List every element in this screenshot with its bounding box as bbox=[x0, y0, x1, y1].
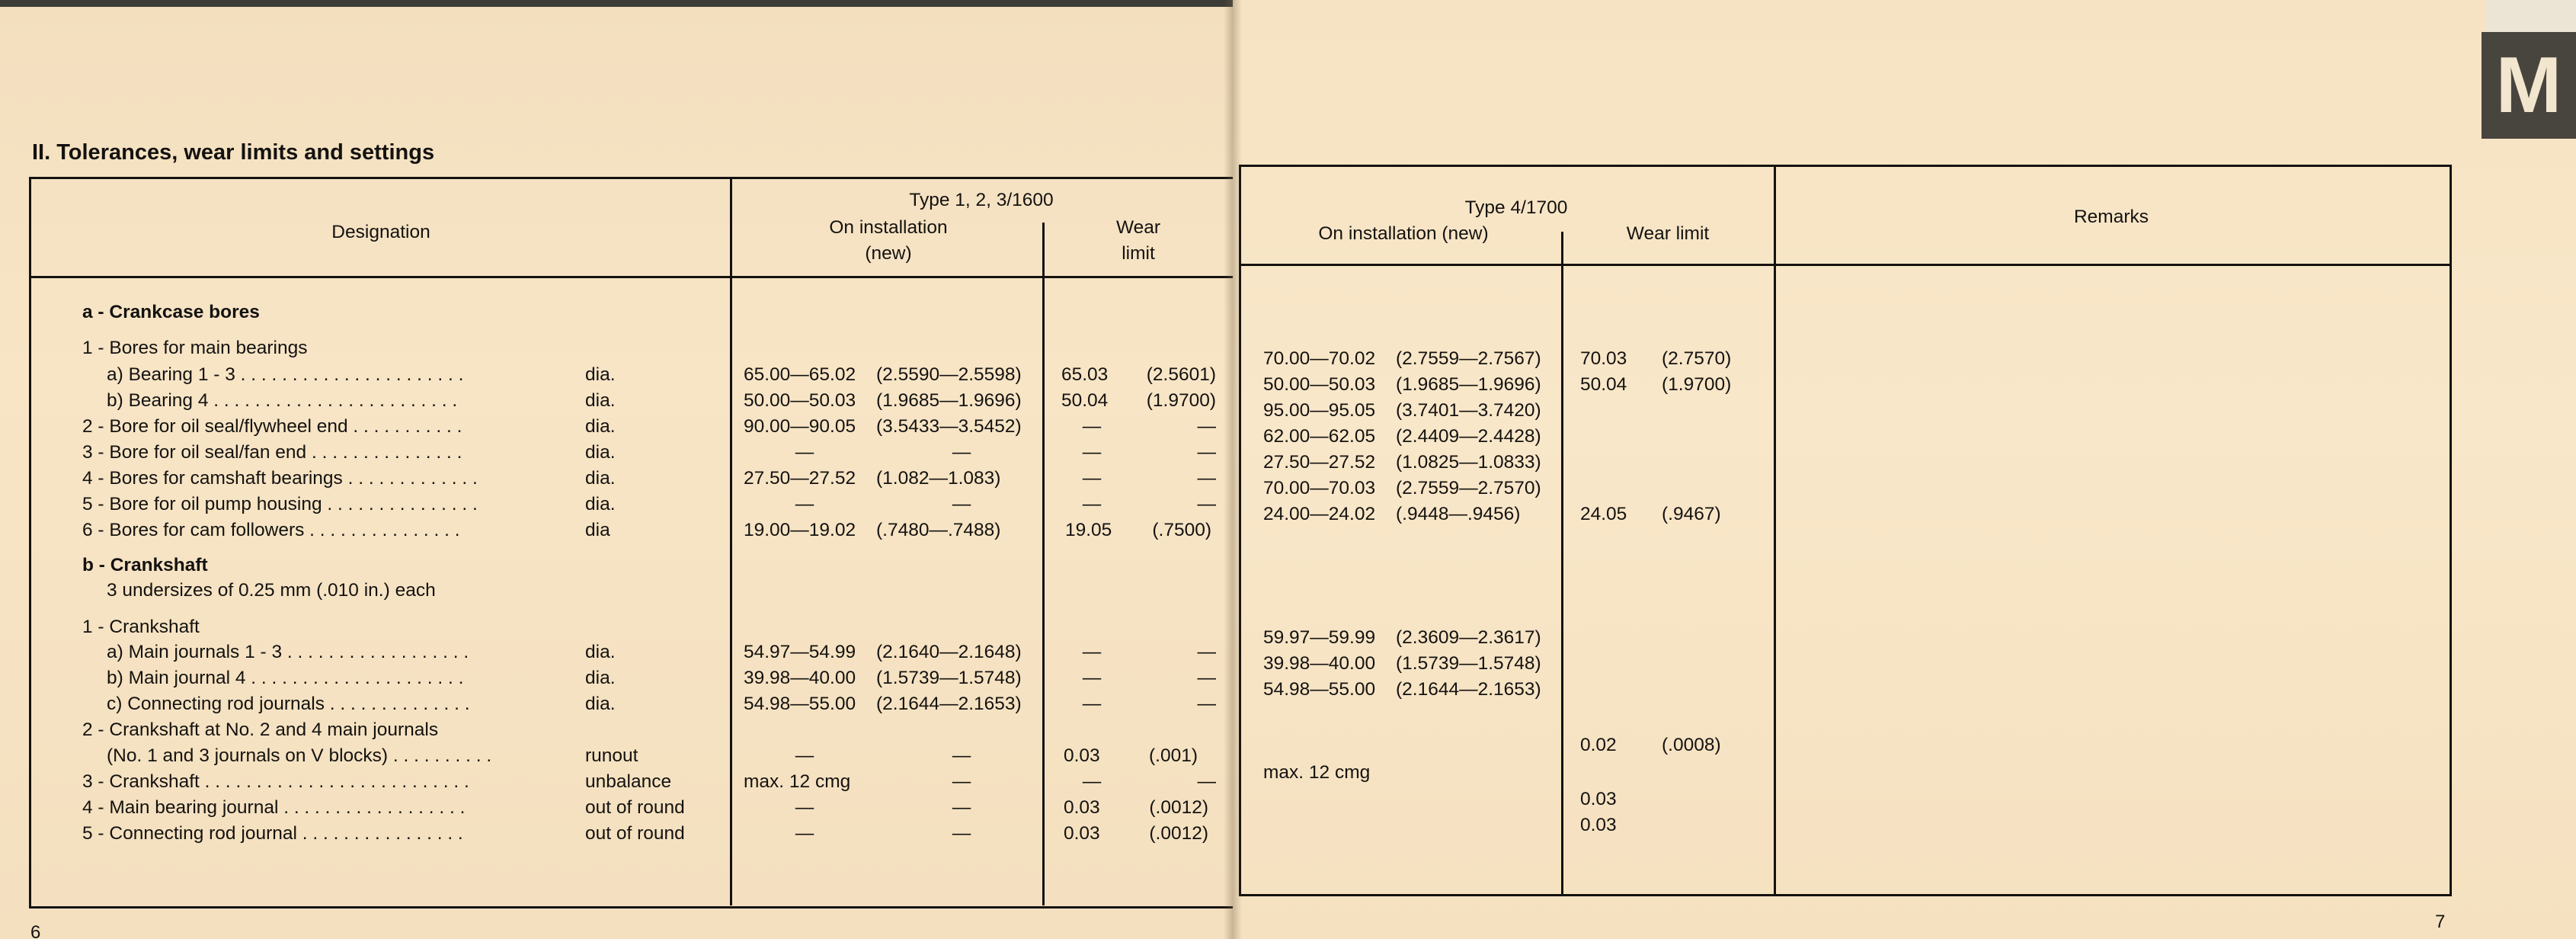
row-t1: — bbox=[795, 494, 814, 514]
row-label: 4 - Main bearing journal . . . . . . . . . . . . . . . . . . bbox=[82, 797, 466, 818]
row-t1-inch: (1.082—1.083) bbox=[876, 468, 1001, 489]
row-label: 3 undersizes of 0.25 mm (.010 in.) each bbox=[107, 580, 436, 601]
right-header-rule bbox=[1239, 264, 2452, 266]
row-t1-inch: — bbox=[952, 494, 971, 514]
row-w1-inch: (.0012) bbox=[1149, 797, 1208, 818]
row-t1: 50.00—50.03 bbox=[744, 390, 856, 411]
right-col-divider-2 bbox=[1774, 165, 1776, 894]
row-unit: unbalance bbox=[585, 771, 672, 792]
page-number-left: 6 bbox=[30, 922, 41, 939]
row-label: 1 - Bores for main bearings bbox=[82, 338, 308, 358]
row-t4: 24.00—24.02 bbox=[1263, 504, 1376, 524]
row-t1: 19.00—19.02 bbox=[744, 520, 856, 540]
row-w1: 0.03 bbox=[1064, 745, 1100, 766]
row-t1-inch: — bbox=[952, 442, 971, 463]
header-on-installation-new: On installation (new) bbox=[1318, 223, 1489, 244]
row-w1-inch: (.7500) bbox=[1152, 520, 1211, 540]
row-unit: dia. bbox=[585, 494, 616, 514]
row-t1: 54.98—55.00 bbox=[744, 694, 856, 714]
row-t4: 62.00—62.05 bbox=[1263, 426, 1376, 447]
row-w4-inch: (1.9700) bbox=[1662, 374, 1732, 395]
row-w4: 70.03 bbox=[1580, 348, 1627, 369]
row-w1: — bbox=[1082, 694, 1102, 714]
row-unit: dia. bbox=[585, 694, 616, 714]
row-w1-inch: — bbox=[1197, 668, 1216, 688]
right-page bbox=[1233, 0, 2576, 939]
row-t4-inch: (2.3609—2.3617) bbox=[1396, 627, 1541, 648]
row-w4: 0.03 bbox=[1580, 815, 1617, 835]
row-w1: — bbox=[1082, 416, 1102, 437]
row-t4-inch: (.9448—.9456) bbox=[1396, 504, 1521, 524]
row-w1: 0.03 bbox=[1064, 797, 1100, 818]
row-w1: 65.03 bbox=[1061, 364, 1109, 385]
row-t1: — bbox=[795, 442, 814, 463]
row-t1-inch: (1.5739—1.5748) bbox=[876, 668, 1022, 688]
header-type-1700: Type 4/1700 bbox=[1464, 197, 1568, 218]
row-t4: 39.98—40.00 bbox=[1263, 653, 1376, 674]
row-t1: 65.00—65.02 bbox=[744, 364, 856, 385]
row-label: 3 - Bore for oil seal/fan end . . . . . . . . . . . . . . . bbox=[82, 442, 462, 463]
row-t1-inch: (.7480—.7488) bbox=[876, 520, 1001, 540]
row-w4-inch: (2.7570) bbox=[1662, 348, 1732, 369]
row-t1: 39.98—40.00 bbox=[744, 668, 856, 688]
row-w4-inch: (.9467) bbox=[1662, 504, 1721, 524]
row-t1-inch: — bbox=[952, 797, 971, 818]
row-t1: — bbox=[795, 797, 814, 818]
row-w1-inch: (2.5601) bbox=[1146, 364, 1216, 385]
row-w4-inch: (.0008) bbox=[1662, 735, 1721, 755]
row-label: 1 - Crankshaft bbox=[82, 617, 200, 637]
row-unit: out of round bbox=[585, 823, 685, 844]
tab-flap bbox=[2485, 0, 2576, 35]
row-unit: dia. bbox=[585, 442, 616, 463]
row-t4: 59.97—59.99 bbox=[1263, 627, 1376, 648]
row-w1: — bbox=[1082, 771, 1102, 792]
row-t4: max. 12 cmg bbox=[1263, 762, 1371, 783]
header-type-1600: Type 1, 2, 3/1600 bbox=[909, 190, 1054, 210]
row-t4-inch: (1.5739—1.5748) bbox=[1396, 653, 1541, 674]
row-t1: — bbox=[795, 745, 814, 766]
left-header-rule bbox=[29, 276, 1233, 278]
row-label: 4 - Bores for camshaft bearings . . . . . . . . . . . . . bbox=[82, 468, 478, 489]
row-label: b) Bearing 4 . . . . . . . . . . . . . . . . . . . . . . . . bbox=[107, 390, 458, 411]
row-w1: — bbox=[1082, 668, 1102, 688]
header-new: (new) bbox=[865, 243, 912, 264]
row-w1: 50.04 bbox=[1061, 390, 1109, 411]
row-t1-inch: — bbox=[952, 771, 971, 792]
row-w1-inch: — bbox=[1197, 642, 1216, 662]
row-label: a) Main journals 1 - 3 . . . . . . . . . . . . . . . . . . bbox=[107, 642, 469, 662]
page-number-right: 7 bbox=[2435, 912, 2446, 932]
header-wear-limit: Wear limit bbox=[1626, 223, 1710, 244]
row-t1: — bbox=[795, 823, 814, 844]
row-t4-inch: (1.0825—1.0833) bbox=[1396, 452, 1541, 473]
row-t4-inch: (2.4409—2.4428) bbox=[1396, 426, 1541, 447]
row-t4: 27.50—27.52 bbox=[1263, 452, 1376, 473]
row-t1: max. 12 cmg bbox=[744, 771, 851, 792]
header-designation: Designation bbox=[331, 222, 430, 242]
header-wear: Wear bbox=[1115, 217, 1161, 238]
row-t4-inch: (2.1644—2.1653) bbox=[1396, 679, 1541, 700]
row-w1: — bbox=[1082, 494, 1102, 514]
row-w1: 19.05 bbox=[1065, 520, 1112, 540]
row-t4-inch: (2.7559—2.7567) bbox=[1396, 348, 1541, 369]
row-t4-inch: (1.9685—1.9696) bbox=[1396, 374, 1541, 395]
row-unit: out of round bbox=[585, 797, 685, 818]
row-label: 5 - Connecting rod journal . . . . . . . . . . . . . . . . bbox=[82, 823, 463, 844]
row-w1: — bbox=[1082, 468, 1102, 489]
row-unit: dia. bbox=[585, 416, 616, 437]
row-label: a) Bearing 1 - 3 . . . . . . . . . . . . . . . . . . . . . . bbox=[107, 364, 464, 385]
header-limit: limit bbox=[1122, 243, 1155, 264]
header-on-installation: On installation bbox=[829, 217, 948, 238]
row-w1-inch: — bbox=[1197, 694, 1216, 714]
row-t1-inch: (1.9685—1.9696) bbox=[876, 390, 1022, 411]
row-w1-inch: — bbox=[1197, 771, 1216, 792]
row-t1-inch: (2.1644—2.1653) bbox=[876, 694, 1022, 714]
row-label: 2 - Crankshaft at No. 2 and 4 main journals bbox=[82, 719, 439, 740]
row-label: (No. 1 and 3 journals on V blocks) . . . . . . . . . . bbox=[107, 745, 492, 766]
row-w1: 0.03 bbox=[1064, 823, 1100, 844]
right-table-frame bbox=[1239, 165, 2452, 896]
row-t1: 27.50—27.52 bbox=[744, 468, 856, 489]
row-t1-inch: (2.1640—2.1648) bbox=[876, 642, 1022, 662]
row-label: 2 - Bore for oil seal/flywheel end . . . . . . . . . . . bbox=[82, 416, 462, 437]
row-t1-inch: — bbox=[952, 745, 971, 766]
row-unit: runout bbox=[585, 745, 638, 766]
left-col-divider-2 bbox=[1042, 223, 1045, 905]
row-w1-inch: (.001) bbox=[1148, 745, 1198, 766]
right-col-divider-1 bbox=[1561, 232, 1563, 894]
row-label: b) Main journal 4 . . . . . . . . . . . . . . . . . . . . . bbox=[107, 668, 464, 688]
row-label: 5 - Bore for oil pump housing . . . . . . . . . . . . . . . bbox=[82, 494, 478, 514]
row-w1-inch: — bbox=[1197, 442, 1216, 463]
row-t1-inch: (3.5433—3.5452) bbox=[876, 416, 1022, 437]
row-w4: 0.03 bbox=[1580, 789, 1617, 809]
row-w1-inch: (.0012) bbox=[1149, 823, 1208, 844]
row-t4-inch: (2.7559—2.7570) bbox=[1396, 478, 1541, 498]
row-unit: dia. bbox=[585, 668, 616, 688]
row-unit: dia. bbox=[585, 468, 616, 489]
row-t4: 70.00—70.03 bbox=[1263, 478, 1376, 498]
row-label: a - Crankcase bores bbox=[82, 302, 260, 322]
row-t1-inch: (2.5590—2.5598) bbox=[876, 364, 1022, 385]
row-unit: dia. bbox=[585, 390, 616, 411]
row-unit: dia bbox=[585, 520, 610, 540]
row-unit: dia. bbox=[585, 364, 616, 385]
row-w1: — bbox=[1082, 642, 1102, 662]
header-remarks: Remarks bbox=[2073, 207, 2149, 227]
left-page bbox=[0, 0, 1233, 939]
row-w1-inch: — bbox=[1197, 494, 1216, 514]
row-t4: 50.00—50.03 bbox=[1263, 374, 1376, 395]
row-t1-inch: — bbox=[952, 823, 971, 844]
row-t4-inch: (3.7401—3.7420) bbox=[1396, 400, 1541, 421]
section-tab-m: M bbox=[2482, 32, 2576, 139]
row-label: b - Crankshaft bbox=[82, 555, 208, 575]
row-t1: 54.97—54.99 bbox=[744, 642, 856, 662]
row-w4: 24.05 bbox=[1580, 504, 1627, 524]
row-w1-inch: — bbox=[1197, 416, 1216, 437]
top-edge bbox=[0, 0, 1233, 7]
row-label: 3 - Crankshaft . . . . . . . . . . . . . . . . . . . . . . . . . . bbox=[82, 771, 469, 792]
row-label: c) Connecting rod journals . . . . . . . . . . . . . . bbox=[107, 694, 470, 714]
row-w1-inch: — bbox=[1197, 468, 1216, 489]
row-t1: 90.00—90.05 bbox=[744, 416, 856, 437]
row-unit: dia. bbox=[585, 642, 616, 662]
row-w4: 50.04 bbox=[1580, 374, 1627, 395]
book-spine bbox=[1224, 0, 1242, 939]
row-w4: 0.02 bbox=[1580, 735, 1617, 755]
row-w1: — bbox=[1082, 442, 1102, 463]
row-t4: 54.98—55.00 bbox=[1263, 679, 1376, 700]
section-heading: II. Tolerances, wear limits and settings bbox=[32, 140, 435, 165]
left-col-divider-1 bbox=[730, 177, 732, 905]
row-t4: 95.00—95.05 bbox=[1263, 400, 1376, 421]
row-label: 6 - Bores for cam followers . . . . . . . . . . . . . . . bbox=[82, 520, 460, 540]
row-t4: 70.00—70.02 bbox=[1263, 348, 1376, 369]
row-w1-inch: (1.9700) bbox=[1146, 390, 1216, 411]
